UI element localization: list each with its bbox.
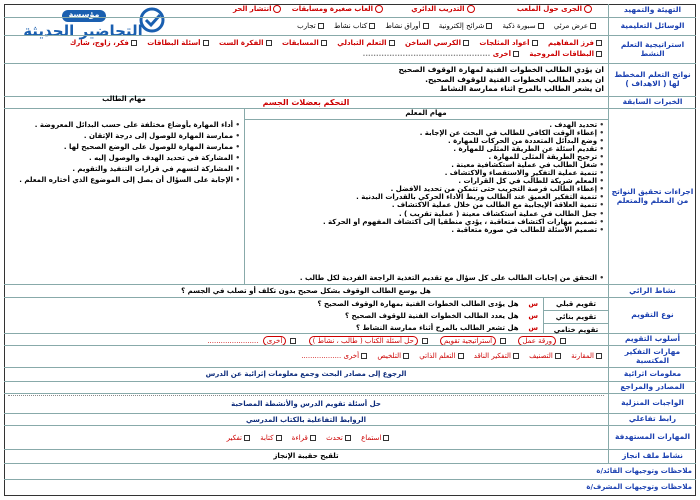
watermark-main: التحاضير الحديثة <box>23 22 143 40</box>
student-task: • ممارسة المهارة للوصول على الوضع الصحيح لها . <box>63 143 240 152</box>
sources-row <box>4 382 696 394</box>
life-skill-option[interactable]: استماع <box>361 434 391 442</box>
homework-label: الواجبات المنزلية <box>608 394 696 413</box>
teacher-task: • وضع البدائل المتعددة من الحركات للمهارة . <box>448 137 604 146</box>
outcomes-row <box>4 64 696 97</box>
strategy-option[interactable]: المسابقات <box>282 39 329 47</box>
aid-option[interactable]: شرائح إلكترونية <box>439 22 494 30</box>
strategy-option[interactable]: الفكرة الست <box>219 39 274 47</box>
homework-text: حل أسئلة تقويم الدرس والأنشطة المصاحبة <box>231 400 381 408</box>
notes-supervisor-row <box>4 480 696 496</box>
links-text[interactable]: الروابط التفاعلية بالكتاب المدرسي <box>245 416 367 424</box>
aids-options <box>4 18 608 35</box>
skill-option[interactable]: التفكير الناقد <box>474 352 521 360</box>
prior-label: الخبرات السابقة <box>608 97 696 108</box>
intro-row <box>4 4 696 18</box>
eval-style-option[interactable]: استراتيجية تقويم <box>438 336 508 345</box>
eval-question: س هل تشعر الطالب بالمرح أثناء ممارسة النشاط ؟ <box>355 324 538 332</box>
column-divider <box>244 109 245 284</box>
notes-supervisor-label: ملاحظات وتوجيهات المشرف/ة <box>586 483 692 491</box>
teacher-header: مهام المعلم <box>244 109 608 120</box>
life-skill-option[interactable]: تفكير <box>227 434 252 442</box>
life-skills-options <box>4 426 608 449</box>
teacher-task: • تقديم أسئلة عن الطريقة المثلى للمهارة . <box>453 145 604 154</box>
life-skill-option[interactable]: كتابة <box>260 434 283 442</box>
teacher-task: • إعطاء الطالب فرصة التجريب حتى تتمكن من تحديد الأفضل . <box>390 185 604 194</box>
eval-question: س هل يعدد الطالب الخطوات الفنية للوقوف الصحيح ؟ <box>345 312 538 320</box>
strategy-option[interactable]: البطاقات المروحية <box>529 50 604 58</box>
outcomes-label: نواتج التعلم المخطط لها ( الاهداف ) <box>608 64 696 96</box>
skill-option[interactable]: التلخيص <box>377 352 411 360</box>
procedures-label: اجراءات تحقيق النواتج من المعلم والمتعلم <box>608 109 696 284</box>
notes-supervisor[interactable] <box>4 480 696 496</box>
intro-option[interactable]: التدريب الدائري <box>411 5 476 13</box>
strategy-option[interactable]: أسئلة البطاقات <box>147 39 210 47</box>
outcome-item: أن يؤدي الطالب الخطوات الفنية لمهارة الوقوف الصحيح <box>398 66 604 74</box>
student-task: • الإجابة على السؤال أن يصل إلى الموضوع الذي أختاره المعلم . <box>19 176 240 185</box>
intro-option[interactable]: العاب صغيرة ومسابقات <box>292 5 385 13</box>
teacher-task: • تحديد الهدف . <box>549 121 604 129</box>
skills-label: مهارات التفكير المكتسبة <box>608 346 696 367</box>
teacher-task: • المعلم شريكة للطالب في كل القرارات . <box>458 177 604 186</box>
life-skills-label: المهارات المستهدفة <box>608 426 696 449</box>
aid-option[interactable]: عرض مرئي <box>554 22 598 30</box>
eval-type: تقويم بنائي <box>544 311 608 324</box>
skill-option[interactable]: أخرى .................. <box>301 352 369 360</box>
evaluation-label: نوع التقويم <box>608 298 696 333</box>
sources-content[interactable] <box>4 382 608 393</box>
achievement-row <box>4 450 696 464</box>
achievement-text: تلقيح حقيبة الإنجاز <box>273 452 339 460</box>
intro-option[interactable]: الجرى حول الملعب <box>517 5 594 13</box>
aids-row <box>4 18 696 36</box>
activity-row <box>4 285 696 298</box>
aid-option[interactable]: كتاب نشاط <box>334 22 377 30</box>
skill-option[interactable]: التعلم الذاتي <box>419 352 465 360</box>
life-skill-option[interactable]: تحدث <box>326 434 353 442</box>
notes-leader[interactable] <box>4 464 696 479</box>
teacher-tasks <box>248 121 604 234</box>
aids-label: الوسائل التعليمية <box>608 18 696 35</box>
teacher-task: • تنمية التفكير العميق عند الطالب وربط الأداء الحركي بالقدرات البدنية . <box>356 193 604 202</box>
intro-option[interactable]: انتشار الحر <box>233 5 284 13</box>
teacher-task: • جعل الطالب في عملية استكشاف معينة ( عملية تقريب ) . <box>398 209 604 218</box>
strategy-option[interactable]: أعواد المثلجات <box>479 39 539 47</box>
student-header: مهام الطالب <box>102 95 146 103</box>
outcome-item: أن يعدد الطالب الخطوات الفنية للوقوف الصحيح. <box>425 75 604 84</box>
strategy-option[interactable]: التعلم التبادلي <box>337 39 396 47</box>
student-tasks <box>8 121 240 187</box>
life-skills-row <box>4 426 696 450</box>
evaluation-row <box>4 298 696 334</box>
aid-option[interactable]: تجارب <box>297 22 326 30</box>
strategy-option[interactable]: أخرى ................................................ <box>363 50 521 58</box>
student-task: • المشاركة في تحديد الهدف والوصول إليه . <box>88 154 240 163</box>
eval-type: تقويم ختامي <box>553 326 599 334</box>
outcome-item: أن يشعر الطالب بالمرح أثناء ممارسة النشاط <box>439 85 604 94</box>
notes-leader-label: ملاحظات وتوجيهات القائد/ة <box>596 467 692 475</box>
watermark-top: مؤسسة <box>68 10 100 19</box>
links-row <box>4 414 696 426</box>
strategy-label: استراتيجية التعلم النشط <box>608 36 696 63</box>
life-skill-option[interactable]: قراءة <box>292 434 318 442</box>
achievement-label: نشاط ملف انجاز <box>608 450 696 463</box>
skills-row <box>4 346 696 368</box>
aid-option[interactable]: سبورة ذكية <box>502 22 545 30</box>
student-task: • أداء المهارة بأوضاع مختلفة على حسب البدائل المعروضة . <box>34 121 240 129</box>
eval-style-option[interactable]: حل أسئلة الكتاب ( طالب ، نشاط ) <box>307 336 430 345</box>
strategy-options <box>4 36 608 63</box>
eval-style-row <box>4 334 696 346</box>
eval-style-options <box>4 334 608 345</box>
teacher-task-final: • التحقق من إجابات الطالب على كل سؤال مع تقديم التغذية الراجعة الفردية لكل طالب . <box>299 273 604 282</box>
skill-option[interactable]: المقارنة <box>571 352 604 360</box>
evaluation-types <box>543 298 608 334</box>
student-task: • ممارسة المهارة للوصول إلى درجة الإتقان . <box>83 132 240 141</box>
sources-label: المصادر والمراجع <box>608 382 696 393</box>
strategy-row <box>4 36 696 64</box>
enrichment-text: الرجوع إلى مصادر البحث وجمع معلومات إثرائية عن الدرس <box>205 370 407 378</box>
aid-option[interactable]: أوراق نشاط <box>385 22 430 30</box>
outcomes-list <box>4 64 608 96</box>
evaluation-questions <box>238 298 538 334</box>
teacher-task: • تصميم الأسئلة للطالب في صورة متعاقبة . <box>451 225 604 234</box>
eval-question: س هل يؤدى الطالب الخطوات الفنية بمهارة الوقوف الصحيح ؟ <box>317 300 538 308</box>
eval-style-option[interactable]: أخرى ....................... <box>207 336 298 345</box>
eval-style-option[interactable]: ورقة عمل <box>516 336 568 345</box>
eval-type: تقويم قبلي <box>544 298 608 311</box>
teacher-task: • شغل الطالب في عملية استكشافية معينة . <box>451 161 604 170</box>
intro-label: التهيئة والتمهيد <box>608 4 696 17</box>
enrichment-label: معلومات اثرائية <box>608 368 696 381</box>
enrichment-row <box>4 368 696 382</box>
evaluation-content <box>4 298 608 333</box>
links-label: رابط تفاعلي <box>608 414 696 425</box>
prior-title: التحكم بعضلات الجسم <box>262 98 350 107</box>
eval-style-label: أسلوب التقويم <box>608 334 696 345</box>
teacher-task: • تنمية العلاقة الإيجابية مع الطالب من خلال عملية الاكتشاف . <box>391 201 604 210</box>
homework-row <box>4 394 696 414</box>
activity-label: نشاط الرائي <box>608 285 696 297</box>
strategy-option[interactable]: فرز المفاهيم <box>548 39 604 47</box>
skills-options <box>4 346 608 367</box>
intro-options <box>4 4 608 17</box>
notes-leader-row <box>4 464 696 480</box>
teacher-task: • تنمية عملية التفكير والاستقصاء والاكتشاف . <box>444 169 604 178</box>
activity-text: هل يوسع الطالب الوقوف بشكل صحيح بدون تكلف أو تصلب في الجسم ؟ <box>181 287 431 295</box>
teacher-task: • ترجيح الطريقة المثلى للمهارة . <box>488 153 604 162</box>
strategy-option[interactable]: فكر، زاوج، شارك <box>70 39 139 47</box>
teacher-task: • تصميم مهارات اكتشاف متعاقبة ، يؤدي منطقيا إلى اكتشاف المفهوم أو الحركة . <box>322 217 604 226</box>
teacher-task: • إعطاء الوقت الكافي للطالب في البحث عن الإجابة . <box>419 129 604 138</box>
skill-option[interactable]: التصنيف <box>529 352 563 360</box>
student-task: • المشاركة لتسهم في قرارات التنفيذ والتقويم . <box>72 165 240 174</box>
strategy-option[interactable]: الكرسي الساخن <box>405 39 471 47</box>
